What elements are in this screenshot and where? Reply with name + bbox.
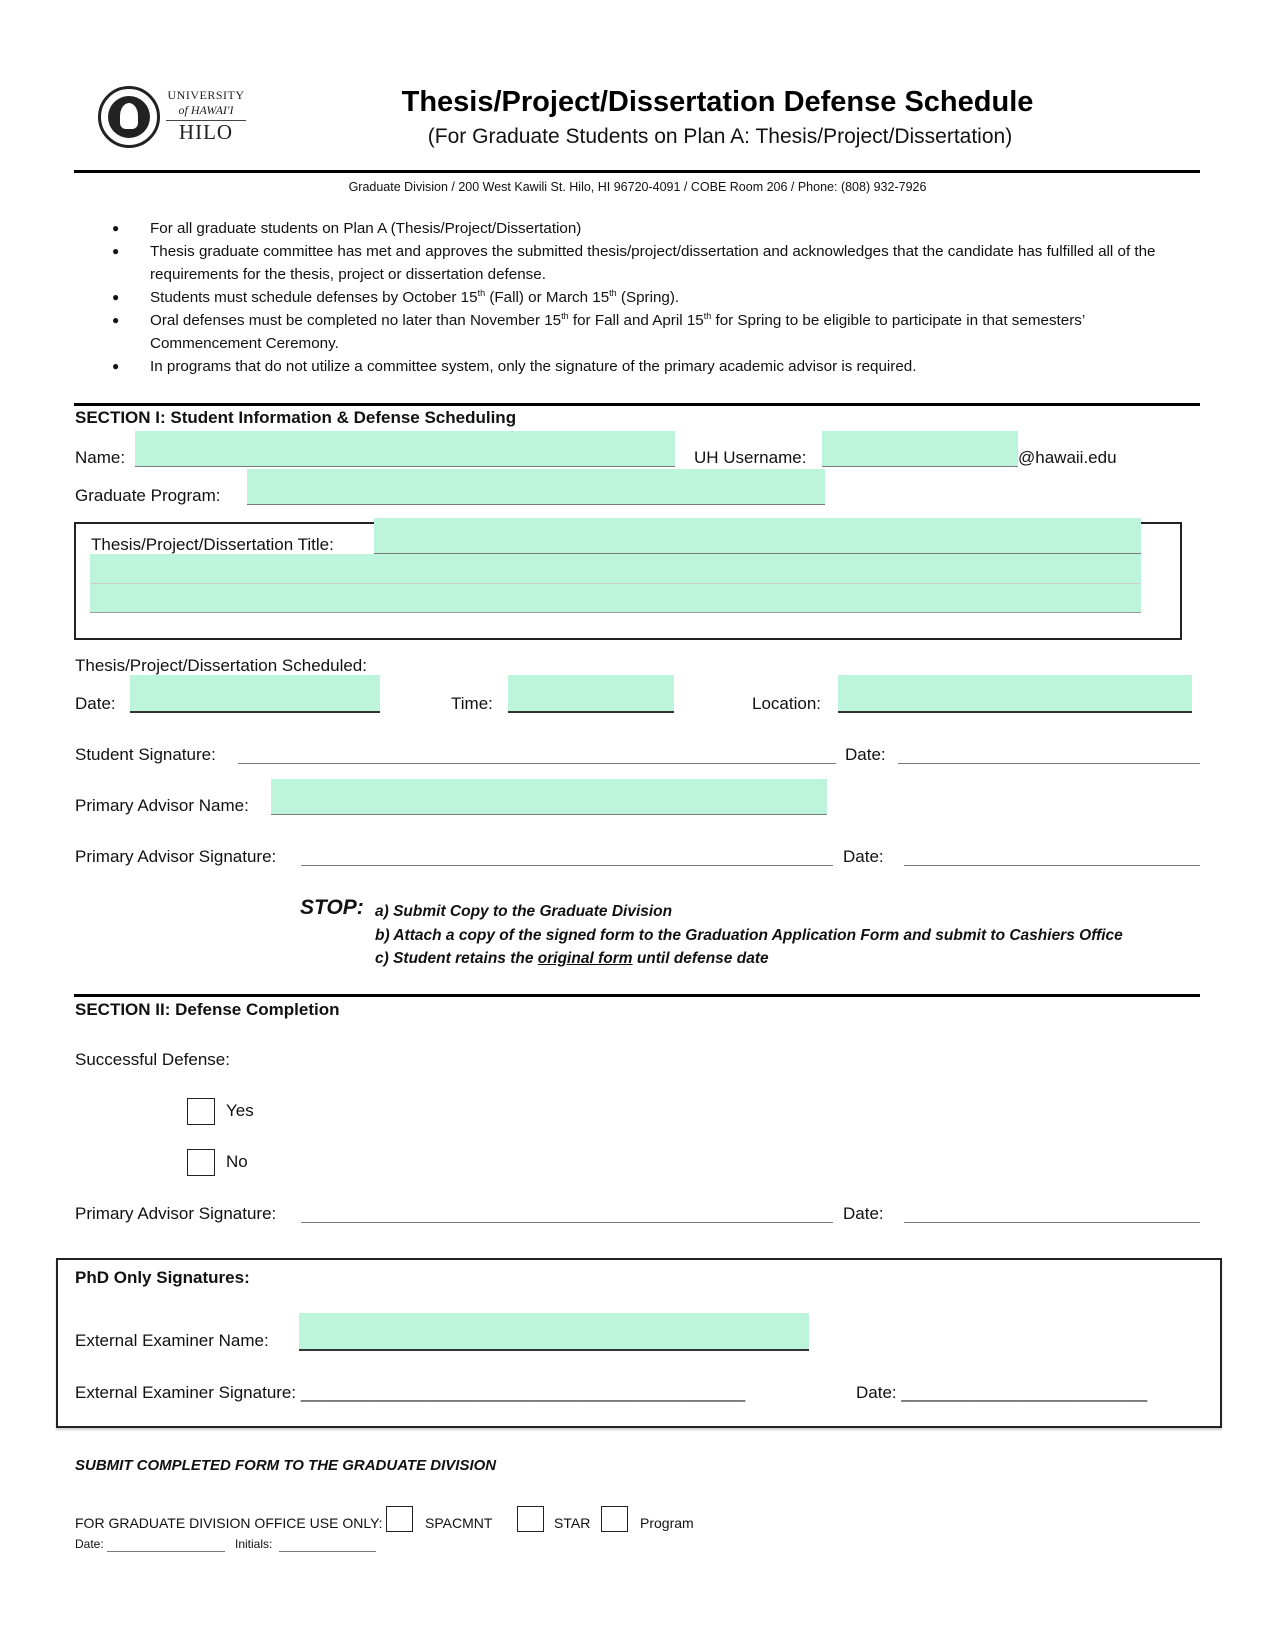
- student-sig-date-field[interactable]: [898, 740, 1200, 764]
- instructions-list: [110, 217, 1190, 378]
- office-date-label: Date:: [75, 1537, 104, 1551]
- program-label: Graduate Program:: [75, 486, 221, 505]
- section2-advisor-date-label: Date:: [843, 1204, 884, 1223]
- examiner-name-label: External Examiner Name:: [75, 1331, 269, 1350]
- office-initials-label: Initials:: [235, 1537, 273, 1551]
- date-field[interactable]: [130, 675, 380, 713]
- spacmnt-checkbox[interactable]: [386, 1506, 413, 1532]
- instruction-item: ● For all graduate students on Plan A (Thesis/Project/Dissertation): [112, 220, 582, 237]
- star-checkbox[interactable]: [517, 1506, 544, 1532]
- program-checkbox[interactable]: [601, 1506, 628, 1532]
- instruction-item: ● Thesis graduate committee has met and approves the submitted thesis/project/dissertation and acknowledges that the candidate has fulfilled all of the requirements for the thesis, project or dissertation defense.: [112, 243, 1156, 283]
- header-rule: [74, 170, 1200, 173]
- section2-advisor-signature-field[interactable]: [301, 1199, 833, 1223]
- logo-line-3: HILO: [178, 120, 234, 144]
- no-checkbox[interactable]: [187, 1149, 215, 1176]
- office-use-label: FOR GRADUATE DIVISION OFFICE USE ONLY:: [75, 1515, 383, 1531]
- original-form-emphasis: original form: [537, 950, 633, 967]
- username-label: UH Username:: [694, 448, 807, 467]
- title-field-line-2[interactable]: [90, 554, 1141, 584]
- advisor-sig-date-label: Date:: [843, 847, 884, 866]
- section2-rule: [74, 994, 1200, 997]
- star-label: STAR: [554, 1515, 591, 1531]
- program-label: Program: [640, 1515, 694, 1531]
- examiner-signature-label: External Examiner Signature: _______________________________________________: [75, 1383, 746, 1402]
- location-field[interactable]: [838, 675, 1192, 713]
- yes-checkbox[interactable]: [187, 1098, 215, 1125]
- scheduled-label: Thesis/Project/Dissertation Scheduled:: [75, 656, 367, 675]
- instruction-item: ● Oral defenses must be completed no later than November 15th for Fall and April 15th for Spring to be eligible to participate in that semesters’ Commencement Ceremony.: [112, 310, 1085, 352]
- section1-heading: SECTION I: Student Information & Defense Scheduling: [75, 408, 517, 427]
- stop-step-b: b) Attach a copy of the signed form to the Graduation Application Form and submit to Cashiers Office: [375, 927, 1123, 944]
- advisor-name-field[interactable]: [271, 779, 827, 815]
- username-suffix: @hawaii.edu: [1018, 448, 1117, 467]
- advisor-name-label: Primary Advisor Name:: [75, 796, 249, 815]
- time-field[interactable]: [508, 675, 674, 713]
- section2-advisor-signature-label: Primary Advisor Signature:: [75, 1204, 277, 1223]
- stop-step-a: a) Submit Copy to the Graduate Division: [375, 903, 673, 920]
- spacmnt-label: SPACMNT: [425, 1515, 493, 1531]
- title-label: Thesis/Project/Dissertation Title:: [91, 535, 334, 554]
- submit-instruction: SUBMIT COMPLETED FORM TO THE GRADUATE DIVISION: [75, 1457, 497, 1474]
- advisor-sig-date-field[interactable]: [904, 842, 1200, 866]
- instruction-item: ● In programs that do not utilize a committee system, only the signature of the primary academic advisor is required.: [112, 358, 917, 375]
- advisor-signature-label: Primary Advisor Signature:: [75, 847, 277, 866]
- advisor-signature-field[interactable]: [301, 842, 833, 866]
- student-signature-field[interactable]: [238, 740, 836, 764]
- page-title: Thesis/Project/Dissertation Defense Schedule: [401, 86, 1034, 118]
- address-line: Graduate Division / 200 West Kawili St. Hilo, HI 96720-4091 / COBE Room 206 / Phone: (808) 932-7926: [348, 180, 927, 194]
- section1-rule: [74, 403, 1200, 406]
- student-signature-label: Student Signature:: [75, 745, 216, 764]
- examiner-date-label: Date: __________________________: [856, 1383, 1148, 1402]
- office-date-field[interactable]: [107, 1537, 225, 1552]
- title-field-line-3[interactable]: [90, 584, 1141, 613]
- page-subtitle: (For Graduate Students on Plan A: Thesis/Project/Dissertation): [427, 125, 1013, 148]
- title-field-line-1[interactable]: [374, 518, 1141, 554]
- successful-defense-label: Successful Defense:: [75, 1050, 230, 1069]
- stop-step-c: c) Student retains the original form until defense date: [375, 950, 769, 967]
- program-field[interactable]: [247, 469, 825, 505]
- phd-heading: PhD Only Signatures:: [75, 1268, 250, 1287]
- logo-line-2: of HAWAI'I: [166, 103, 246, 121]
- name-label: Name:: [75, 448, 126, 467]
- stop-label: STOP:: [300, 896, 364, 919]
- yes-label: Yes: [226, 1101, 254, 1120]
- name-field[interactable]: [135, 431, 675, 467]
- examiner-name-field[interactable]: [299, 1313, 809, 1351]
- office-initials-field[interactable]: [279, 1537, 376, 1552]
- location-label: Location:: [752, 694, 821, 713]
- date-label: Date:: [75, 694, 116, 713]
- instruction-item: ● Students must schedule defenses by October 15th (Fall) or March 15th (Spring).: [112, 287, 680, 306]
- logo-line-1: UNIVERSITY: [167, 88, 245, 102]
- section2-advisor-date-field[interactable]: [904, 1199, 1200, 1223]
- student-sig-date-label: Date:: [845, 745, 886, 764]
- no-label: No: [226, 1152, 248, 1171]
- time-label: Time:: [451, 694, 493, 713]
- examiner-date-field[interactable]: __________________________: [901, 1383, 1148, 1402]
- examiner-signature-field[interactable]: _______________________________________________: [300, 1383, 746, 1402]
- username-field[interactable]: [822, 431, 1018, 467]
- section2-heading: SECTION II: Defense Completion: [75, 1000, 340, 1019]
